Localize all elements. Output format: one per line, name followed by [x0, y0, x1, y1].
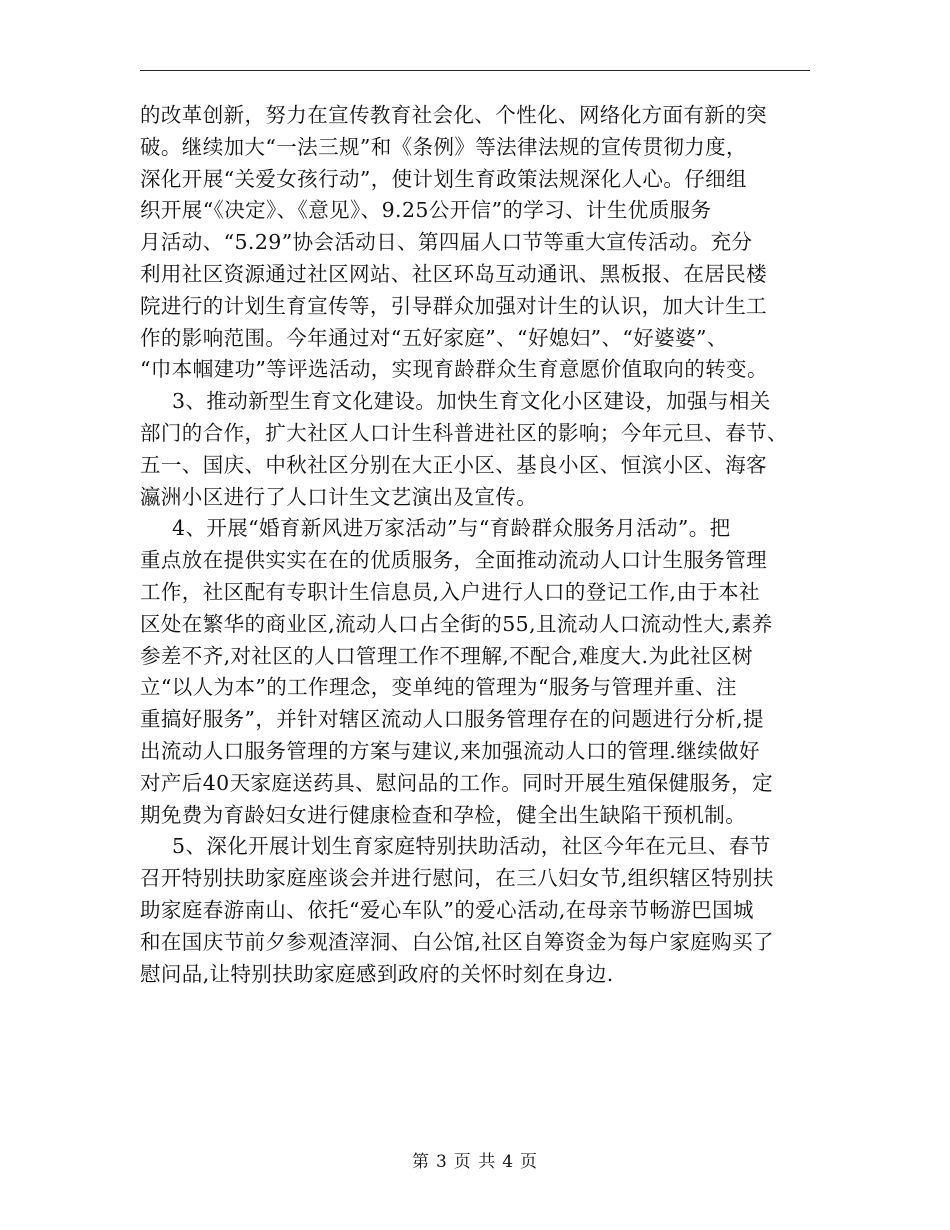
- footer-suffix: 页: [520, 1152, 539, 1172]
- text-line: 4、开展“婚育新风进万家活动”与“育龄群众服务月活动”。把: [172, 516, 731, 541]
- document-body: [140, 100, 816, 990]
- text-line: 作的影响范围。今年通过对“五好家庭”、“好媳妇”、“好婆婆”、: [140, 325, 728, 350]
- text-line: 瀛洲小区进行了人口计生文艺演出及宣传。: [140, 484, 538, 509]
- header-rule: [140, 70, 810, 71]
- text-line: 破。继续加大“一法三规”和《条例》等法律法规的宣传贯彻力度，: [140, 134, 747, 159]
- footer-prefix: 第: [411, 1152, 430, 1172]
- text-line: 院进行的计划生育宣传等，引导群众加强对计生的认识，加大计生工: [140, 293, 767, 318]
- text-line: 重点放在提供实实在在的优质服务，全面推动流动人口计生服务管理: [140, 548, 767, 573]
- text-line: 区处在繁华的商业区,流动人口占全街的55,且流动人口流动性大,素养: [140, 611, 773, 636]
- text-line: 部门的合作，扩大社区人口计生科普进社区的影响；今年元旦、春节、: [140, 420, 788, 445]
- footer-current-page: 3: [435, 1152, 448, 1172]
- text-line: “巾本帼建功”等评选活动，实现育龄群众生育意愿价值取向的转变。: [140, 357, 768, 382]
- text-line: 月活动、“5.29”协会活动日、第四届人口节等重大宣传活动。充分: [140, 230, 753, 255]
- text-line: 3、推动新型生育文化建设。加快生育文化小区建设，加强与相关: [172, 389, 771, 414]
- text-line: 期免费为育龄妇女进行健康检查和孕检，健全出生缺陷干预机制。: [140, 802, 747, 827]
- text-line: 深化开展“关爱女孩行动”，使计划生育政策法规深化人心。仔细组: [140, 166, 747, 191]
- text-line: 召开特别扶助家庭座谈会并进行慰问，在三八妇女节,组织辖区特别扶: [140, 866, 774, 891]
- text-line: 5、深化开展计划生育家庭特别扶助活动，社区今年在元旦、春节: [172, 834, 771, 859]
- footer-total-pages: 4: [502, 1152, 515, 1172]
- text-line: 助家庭春游南山、依托“爱心车队”的爱心活动,在母亲节畅游巴国城: [140, 897, 754, 922]
- text-line: 重搞好服务”，并针对辖区流动人口服务管理存在的问题进行分析,提: [140, 707, 764, 732]
- text-line: 和在国庆节前夕参观渣滓洞、白公馆,社区自筹资金为每户家庭购买了: [140, 929, 774, 954]
- text-line: 慰问品,让特别扶助家庭感到政府的关怀时刻在身边.: [140, 961, 614, 986]
- text-line: 对产后40天家庭送药具、慰问品的工作。同时开展生殖保健服务，定: [140, 770, 773, 795]
- text-line: 参差不齐,对社区的人口管理工作不理解,不配合,难度大.为此社区树: [140, 643, 753, 668]
- text-line: 工作，社区配有专职计生信息员,入户进行人口的登记工作,由于本社: [140, 579, 760, 604]
- text-line: 利用社区资源通过社区网站、社区环岛互动通讯、黑板报、在居民楼: [140, 261, 767, 286]
- text-line: 织开展“《决定》、《意见》、9.25公开信”的学习、计生优质服务: [140, 198, 712, 223]
- text-line: 出流动人口服务管理的方案与建议,来加强流动人口的管理.继续做好: [140, 738, 760, 763]
- text-line: 立“以人为本”的工作理念，变单纯的管理为“服务与管理并重、注: [140, 675, 737, 700]
- text-line: 的改革创新，努力在宣传教育社会化、个性化、网络化方面有新的突: [140, 103, 767, 127]
- text-line: 五一、国庆、中秋社区分别在大正小区、基良小区、恒滨小区、海客: [140, 452, 767, 477]
- page-footer: [0, 1147, 950, 1172]
- footer-middle: 页 共: [453, 1152, 497, 1172]
